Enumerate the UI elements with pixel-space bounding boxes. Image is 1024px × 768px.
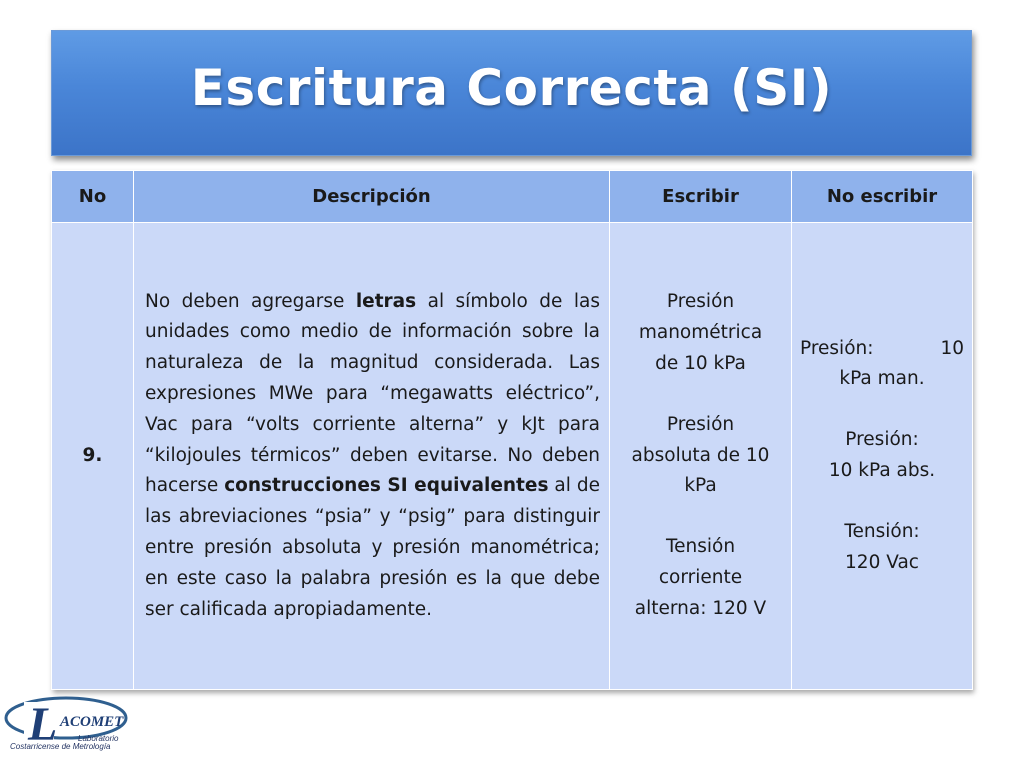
logo-subtitle-1: Laboratorio xyxy=(78,734,119,743)
escribir-line: Tensión xyxy=(665,536,736,558)
header-no: No xyxy=(52,171,134,223)
no-escribir-word: Presión: xyxy=(800,337,874,359)
escribir-line: Presión xyxy=(666,291,735,313)
escribir-line: de 10 kPa xyxy=(655,353,746,374)
header-escribir: Escribir xyxy=(610,171,792,223)
no-escribir-word: 10 xyxy=(940,337,964,359)
no-escribir-line: Tensión: xyxy=(844,520,920,542)
escribir-item-manometrica xyxy=(618,287,783,379)
header-descripcion: Descripción xyxy=(134,171,610,223)
escribir-line: kPa xyxy=(684,475,717,497)
description-text: al de las abreviaciones “psia” y “psig” para distinguir entre presión absoluta y presión manométrica; en este caso la palabra presión es la que debe ser calificada apropiadamente. xyxy=(145,475,600,620)
description-text: No deben agregarse xyxy=(145,290,356,312)
escribir-line: manométrica xyxy=(638,322,763,344)
escribir-item-absoluta xyxy=(618,410,783,502)
no-escribir-line: Presión: xyxy=(845,429,919,451)
slide-title: Escritura Correcta (SI) xyxy=(190,59,833,117)
si-writing-table xyxy=(51,170,973,690)
description-bold-construcciones: construcciones SI equivalentes xyxy=(224,475,549,497)
description-text: al símbolo de las unidades como medio de información sobre la naturaleza de la magnitud considerada. Las expresiones MWe para “megawatts eléctrico”, Vac para “volts corriente alterna” y kJt para “kilojoules térmicos” deben evitarse. No deben hacerse xyxy=(145,290,600,497)
table-row xyxy=(52,223,973,690)
logo-subtitle-2: Costarricense de Metrología xyxy=(10,742,111,751)
title-banner xyxy=(51,30,972,156)
escribir-line: corriente xyxy=(658,566,743,588)
no-escribir-item-abs xyxy=(800,425,964,487)
description-bold-letras: letras xyxy=(355,290,417,312)
escribir-line: absoluta de 10 xyxy=(631,444,770,466)
logo-name: ACOMET xyxy=(60,714,124,730)
row-no-escribir xyxy=(792,223,973,690)
no-escribir-item-vac xyxy=(800,517,964,579)
si-writing-table-container xyxy=(51,170,972,690)
header-no-escribir: No escribir xyxy=(792,171,973,223)
no-escribir-justified-line xyxy=(800,334,964,365)
escribir-item-tension xyxy=(618,532,783,624)
row-number: 9. xyxy=(52,223,134,690)
escribir-line: alterna: 120 V xyxy=(634,597,767,619)
no-escribir-line: kPa man. xyxy=(839,368,925,390)
no-escribir-line: 120 Vac xyxy=(845,551,919,573)
row-description xyxy=(134,223,610,690)
no-escribir-item-man xyxy=(800,334,964,396)
logo-initial: L xyxy=(28,698,58,751)
escribir-line: Presión xyxy=(666,413,735,435)
no-escribir-line: 10 kPa abs. xyxy=(828,460,936,481)
lacomet-logo-graphic xyxy=(0,678,140,768)
lacomet-logo xyxy=(0,678,140,768)
row-escribir xyxy=(610,223,792,690)
table-header-row xyxy=(52,171,973,223)
